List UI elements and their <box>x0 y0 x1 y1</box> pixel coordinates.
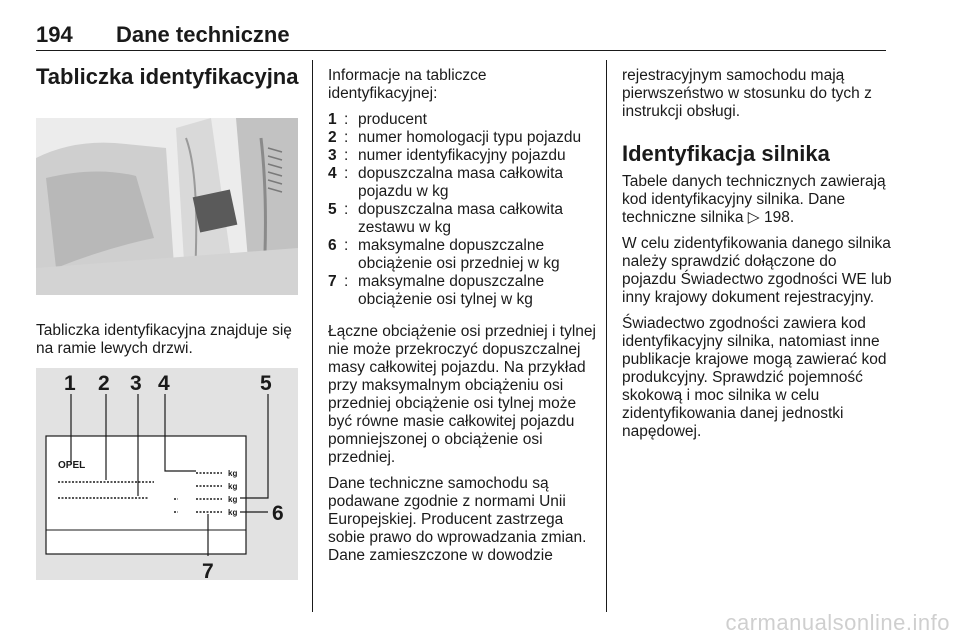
list-item: 2 : numer homologacji typu pojazdu <box>328 129 582 146</box>
unit-label: kg <box>228 495 238 504</box>
engine-tables-paragraph: Tabele danych technicznych zawierają kod identyfikacyjny silnika. Dane techniczne silnika ▷ 198. <box>622 173 886 226</box>
conformity-paragraph: Świadectwo zgodności zawiera kod identyfikacyjny silnika, natomiast inne publikacje krajowe mogą zawierać kod produkcyjny. Sprawdzić pojemność skokową i moc silnika w celu zidentyfikowania danej jednostki napędowej. <box>622 315 887 440</box>
unit-label: kg <box>228 508 238 517</box>
page-title: Dane techniczne <box>116 22 290 47</box>
unit-label: kg <box>228 482 238 491</box>
list-item: 5 : dopuszczalna masa całkowita zestawu w kg <box>328 201 564 236</box>
list-item: 3 : numer identyfikacyjny pojazdu <box>328 147 566 164</box>
list-item: 6 : maksymalne dopuszczalne obciążenie osi przedniej w kg <box>328 237 560 272</box>
list-item: 7 : maksymalne dopuszczalne obciążenie osi tylnej w kg <box>328 273 545 308</box>
photo-caption: Tabliczka identyfikacyjna znajduje się na ramie lewych drzwi. <box>36 322 292 357</box>
unit-label: kg <box>228 469 238 478</box>
plate-brand: OPEL <box>58 460 86 471</box>
column-divider-left <box>312 60 313 612</box>
callout-6: 6 <box>272 502 284 525</box>
callout-2: 2 <box>98 372 110 395</box>
section-heading-plate: Tabliczka identyfikacyjna <box>36 64 299 89</box>
column-divider-right <box>606 60 607 612</box>
plate-info-intro: Informacje na tabliczce identyfikacyjnej: <box>328 67 487 102</box>
plate-diagram <box>36 368 298 580</box>
section-heading-engine: Identyfikacja silnika <box>622 141 830 166</box>
list-item: 1 : producent <box>328 111 427 128</box>
page-reference-link[interactable]: 198. <box>764 209 795 226</box>
middle-column <box>328 67 596 573</box>
id-plate <box>46 436 246 554</box>
page-header <box>36 22 886 51</box>
door-frame-photo <box>36 118 298 295</box>
page-ref-icon: ▷ <box>747 209 760 226</box>
eu-standards-paragraph: Dane techniczne samochodu są podawane zgodnie z normami Unii Europejskiej. Producent zastrzega sobie prawo do wprowadzania zmian. Dane zamieszczone w dowodzie <box>328 475 587 564</box>
list-item: 4 : dopuszczalna masa całkowita pojazdu w kg <box>328 165 564 200</box>
plate-info-list <box>328 111 596 309</box>
callout-3: 3 <box>130 372 142 395</box>
photo-caption-block <box>36 322 304 366</box>
left-column <box>36 64 306 90</box>
page-number: 194 <box>36 22 73 47</box>
door-frame-photo-image <box>36 118 298 295</box>
callout-4: 4 <box>158 372 170 395</box>
right-column <box>622 67 892 449</box>
callout-5: 5 <box>260 372 272 395</box>
callout-7: 7 <box>202 560 214 580</box>
axle-load-paragraph: Łączne obciążenie osi przedniej i tylnej nie może przekroczyć dopuszczalnej masy całkowitej pojazdu. Na przykład przy maksymalnym obciążeniu osi przedniej obciążenie osi tylnej może być równe masie całkowitej pojazdu pomniejszonej o obciążenie osi przedniej. <box>328 323 596 466</box>
engine-check-paragraph: W celu zidentyfikowania danego silnika należy sprawdzić dołączone do pojazdu Świadectwo zgodności WE lub inny krajowy dokument rejestracyjny. <box>622 235 892 306</box>
registration-paragraph: rejestracyjnym samochodu mają pierwszeństwo w stosunku do tych z instrukcji obsługi. <box>622 67 872 120</box>
watermark: carmanualsonline.info <box>725 610 950 635</box>
callout-1: 1 <box>64 372 76 395</box>
